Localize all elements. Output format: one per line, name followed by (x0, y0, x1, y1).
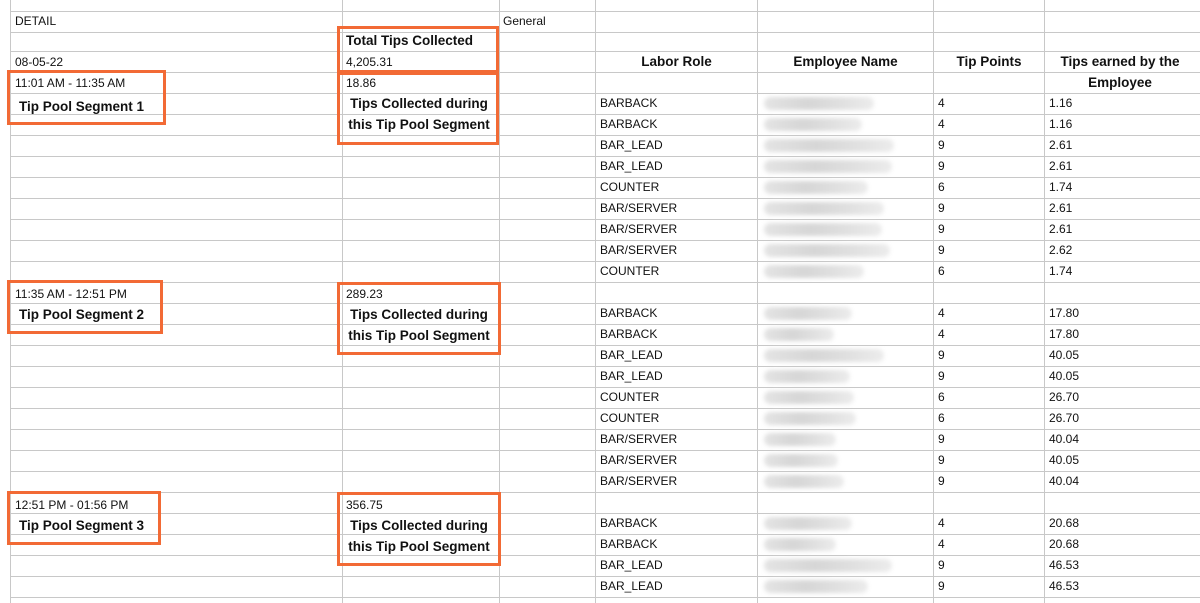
grid-row-line (10, 198, 1200, 199)
employee-name-redacted[interactable] (764, 349, 884, 362)
grid-row-line (10, 219, 1200, 220)
segment-time[interactable]: 12:51 PM - 01:56 PM (15, 498, 129, 512)
tip-points-cell[interactable]: 9 (938, 369, 945, 383)
labor-role-cell[interactable]: BAR/SERVER (600, 474, 678, 488)
tips-earned-cell[interactable]: 2.61 (1049, 138, 1073, 152)
employee-name-redacted[interactable] (764, 118, 862, 131)
employee-name-redacted[interactable] (764, 328, 834, 341)
header-tip-points[interactable]: Tip Points (956, 54, 1022, 69)
tips-earned-cell[interactable]: 40.04 (1049, 474, 1080, 488)
grid-row-line (10, 366, 1200, 367)
tips-earned-cell[interactable]: 40.04 (1049, 432, 1080, 446)
tips-earned-cell[interactable]: 20.68 (1049, 516, 1080, 530)
grid-row-line (10, 177, 1200, 178)
highlight-segment-2 (7, 280, 163, 334)
date-cell[interactable]: 08-05-22 (15, 55, 64, 69)
highlight-total-tips (337, 26, 499, 73)
grid-row-line (10, 471, 1200, 472)
grid-row-line (10, 597, 1200, 598)
segment-tips-label[interactable]: Tips Collected during (350, 96, 488, 111)
grid-row-line (10, 345, 1200, 346)
grid-row-line (10, 72, 1200, 73)
total-tips-label[interactable]: Total Tips Collected (346, 33, 474, 48)
tip-points-cell[interactable]: 4 (938, 327, 945, 341)
grid-row-line (10, 576, 1200, 577)
employee-name-redacted[interactable] (764, 391, 854, 404)
employee-name-redacted[interactable] (764, 517, 852, 530)
grid-row-line (10, 492, 1200, 493)
grid-row-line (10, 555, 1200, 556)
tips-earned-cell[interactable]: 40.05 (1049, 453, 1080, 467)
total-tips-value[interactable]: 4,205.31 (346, 55, 393, 69)
tips-earned-cell[interactable]: 1.16 (1049, 117, 1073, 131)
tips-earned-cell[interactable]: 40.05 (1049, 369, 1080, 383)
tip-points-cell[interactable]: 4 (938, 516, 945, 530)
labor-role-cell[interactable]: BAR_LEAD (600, 558, 663, 572)
employee-name-redacted[interactable] (764, 181, 868, 194)
segment-tips-value[interactable]: 289.23 (346, 287, 383, 301)
tip-points-cell[interactable]: 9 (938, 243, 945, 257)
tip-points-cell[interactable]: 4 (938, 117, 945, 131)
header-labor-role[interactable]: Labor Role (641, 54, 712, 69)
segment-tips-label-line2[interactable]: this Tip Pool Segment (348, 539, 490, 554)
tips-earned-cell[interactable]: 26.70 (1049, 390, 1080, 404)
tip-points-cell[interactable]: 6 (938, 264, 945, 278)
grid-row-line (10, 303, 1200, 304)
tip-points-cell[interactable]: 9 (938, 453, 945, 467)
labor-role-cell[interactable]: COUNTER (600, 390, 660, 404)
tip-points-cell[interactable]: 9 (938, 159, 945, 173)
labor-role-cell[interactable]: BARBACK (600, 516, 658, 530)
tip-points-cell[interactable]: 6 (938, 180, 945, 194)
grid-row-line (10, 135, 1200, 136)
segment-label[interactable]: Tip Pool Segment 2 (19, 307, 145, 322)
labor-role-cell[interactable]: BAR/SERVER (600, 222, 678, 236)
labor-role-cell[interactable]: COUNTER (600, 264, 660, 278)
labor-role-cell[interactable]: BARBACK (600, 306, 658, 320)
segment-label[interactable]: Tip Pool Segment 3 (19, 518, 145, 533)
tip-points-cell[interactable]: 9 (938, 138, 945, 152)
employee-name-redacted[interactable] (764, 475, 844, 488)
highlight-segment-3 (7, 491, 161, 545)
grid-row-line (10, 534, 1200, 535)
labor-role-cell[interactable]: BAR_LEAD (600, 348, 663, 362)
tips-earned-cell[interactable]: 2.62 (1049, 243, 1073, 257)
highlight-segment-2-tips (337, 282, 501, 355)
employee-name-redacted[interactable] (764, 370, 850, 383)
tip-points-cell[interactable]: 4 (938, 96, 945, 110)
grid-row-line (10, 513, 1200, 514)
tip-points-cell[interactable]: 9 (938, 348, 945, 362)
employee-name-redacted[interactable] (764, 223, 882, 236)
grid-row-line (10, 114, 1200, 115)
tips-earned-cell[interactable]: 17.80 (1049, 306, 1080, 320)
tips-earned-cell[interactable]: 1.74 (1049, 180, 1073, 194)
employee-name-redacted[interactable] (764, 412, 856, 425)
employee-name-redacted[interactable] (764, 538, 836, 551)
employee-name-redacted[interactable] (764, 97, 874, 110)
grid-row-line (10, 324, 1200, 325)
tips-earned-cell[interactable]: 1.74 (1049, 264, 1073, 278)
tips-earned-cell[interactable]: 20.68 (1049, 537, 1080, 551)
highlight-segment-1 (7, 70, 166, 125)
detail-cell[interactable]: DETAIL (15, 14, 57, 28)
grid-row-line (10, 93, 1200, 94)
employee-name-redacted[interactable] (764, 202, 884, 215)
grid-row-line (10, 429, 1200, 430)
labor-role-cell[interactable]: BAR/SERVER (600, 243, 678, 257)
employee-name-redacted[interactable] (764, 559, 892, 572)
tip-points-cell[interactable]: 9 (938, 474, 945, 488)
tips-earned-cell[interactable]: 2.61 (1049, 201, 1073, 215)
segment-tips-value[interactable]: 18.86 (346, 76, 377, 90)
labor-role-cell[interactable]: BAR_LEAD (600, 369, 663, 383)
segment-tips-label[interactable]: Tips Collected during (350, 307, 488, 322)
grid-row-line (10, 282, 1200, 283)
employee-name-redacted[interactable] (764, 244, 890, 257)
tips-earned-cell[interactable]: 26.70 (1049, 411, 1080, 425)
tips-earned-cell[interactable]: 46.53 (1049, 558, 1080, 572)
labor-role-cell[interactable]: BARBACK (600, 117, 658, 131)
grid-row-line (10, 32, 1200, 33)
header-tips-earned[interactable]: Tips earned by the (1060, 54, 1180, 69)
segment-tips-value[interactable]: 356.75 (346, 498, 383, 512)
labor-role-cell[interactable]: BAR/SERVER (600, 432, 678, 446)
segment-tips-label[interactable]: Tips Collected during (350, 518, 488, 533)
labor-role-cell[interactable]: BAR_LEAD (600, 159, 663, 173)
employee-name-redacted[interactable] (764, 160, 892, 173)
labor-role-cell[interactable]: COUNTER (600, 411, 660, 425)
grid-row-line (10, 387, 1200, 388)
tip-points-cell[interactable]: 9 (938, 432, 945, 446)
grid-row-line (10, 156, 1200, 157)
labor-role-cell[interactable]: BARBACK (600, 327, 658, 341)
labor-role-cell[interactable]: BAR/SERVER (600, 453, 678, 467)
grid-row-line (10, 408, 1200, 409)
header-tips-earned-line2[interactable]: Employee (1088, 75, 1152, 90)
tips-earned-cell[interactable]: 17.80 (1049, 327, 1080, 341)
tip-points-cell[interactable]: 9 (938, 222, 945, 236)
labor-role-cell[interactable]: BAR_LEAD (600, 579, 663, 593)
tip-points-cell[interactable]: 6 (938, 390, 945, 404)
tips-earned-cell[interactable]: 40.05 (1049, 348, 1080, 362)
employee-name-redacted[interactable] (764, 580, 868, 593)
tip-points-cell[interactable]: 9 (938, 558, 945, 572)
segment-tips-label-line2[interactable]: this Tip Pool Segment (348, 328, 490, 343)
tips-earned-cell[interactable]: 2.61 (1049, 159, 1073, 173)
segment-tips-label-line2[interactable]: this Tip Pool Segment (348, 117, 490, 132)
tips-earned-cell[interactable]: 2.61 (1049, 222, 1073, 236)
employee-name-redacted[interactable] (764, 454, 838, 467)
grid-row-line (10, 240, 1200, 241)
labor-role-cell[interactable]: BAR_LEAD (600, 138, 663, 152)
tip-points-cell[interactable]: 9 (938, 201, 945, 215)
labor-role-cell[interactable]: BAR/SERVER (600, 201, 678, 215)
tips-earned-cell[interactable]: 46.53 (1049, 579, 1080, 593)
grid-row-line (10, 450, 1200, 451)
tip-points-cell[interactable]: 9 (938, 579, 945, 593)
grid-row-line (10, 11, 1200, 12)
header-employee-name[interactable]: Employee Name (793, 54, 898, 69)
labor-role-cell[interactable]: BARBACK (600, 537, 658, 551)
general-cell[interactable]: General (503, 14, 546, 28)
grid-row-line (10, 261, 1200, 262)
employee-name-redacted[interactable] (764, 433, 836, 446)
segment-time[interactable]: 11:35 AM - 12:51 PM (15, 287, 127, 301)
tip-points-cell[interactable]: 4 (938, 306, 945, 320)
tips-earned-cell[interactable]: 1.16 (1049, 96, 1073, 110)
labor-role-cell[interactable]: BARBACK (600, 96, 658, 110)
labor-role-cell[interactable]: COUNTER (600, 180, 660, 194)
employee-name-redacted[interactable] (764, 139, 894, 152)
employee-name-redacted[interactable] (764, 307, 852, 320)
employee-name-redacted[interactable] (764, 265, 864, 278)
highlight-segment-1-tips (337, 72, 499, 145)
tip-points-cell[interactable]: 4 (938, 537, 945, 551)
tip-points-cell[interactable]: 6 (938, 411, 945, 425)
highlight-segment-3-tips (337, 492, 501, 566)
segment-label[interactable]: Tip Pool Segment 1 (19, 99, 145, 114)
grid-row-line (10, 51, 1200, 52)
segment-time[interactable]: 11:01 AM - 11:35 AM (15, 76, 126, 90)
